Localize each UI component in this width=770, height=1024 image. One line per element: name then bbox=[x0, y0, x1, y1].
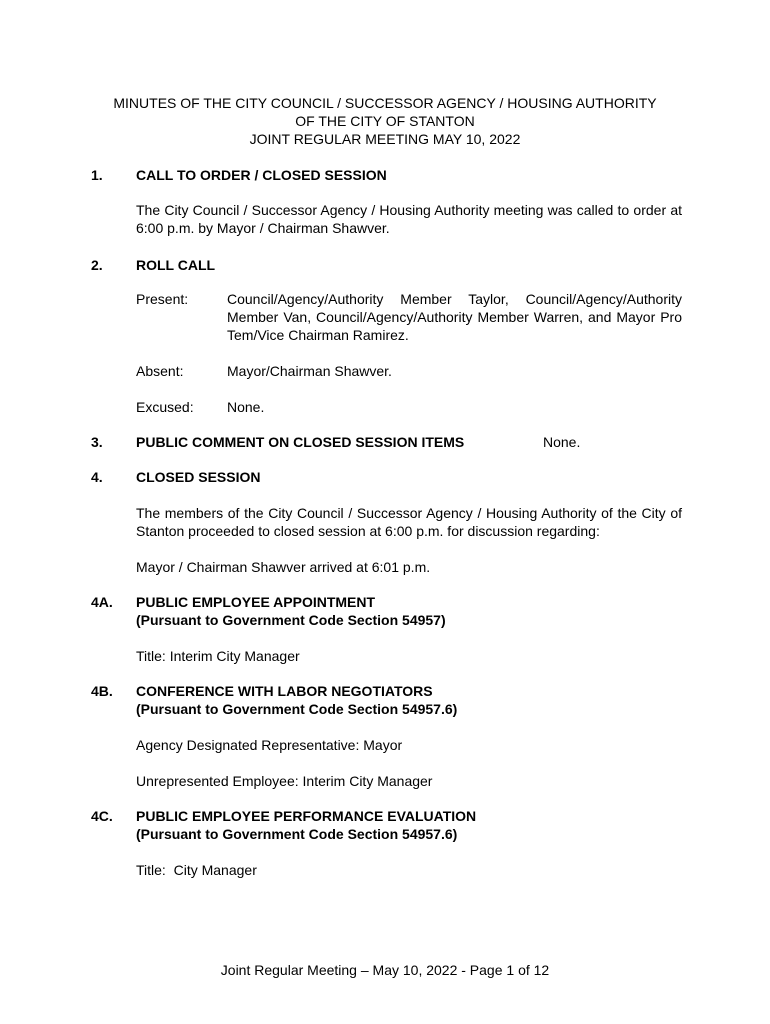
section-4b-detail-1: Agency Designated Representative: Mayor bbox=[136, 737, 403, 753]
section-3-title: PUBLIC COMMENT ON CLOSED SESSION ITEMS bbox=[136, 434, 465, 450]
absent-value: Mayor/Chairman Shawver. bbox=[227, 363, 392, 379]
section-4-number: 4. bbox=[91, 469, 103, 485]
section-4c-detail: Title: City Manager bbox=[136, 862, 257, 878]
present-value: Council/Agency/Authority Member Taylor, Council/Agency/Authority Member Van, Council/Agency/Authority Member Warren, and Mayor Pro Tem/Vice Chairman Ramirez. bbox=[227, 291, 682, 343]
section-4-title: CLOSED SESSION bbox=[136, 469, 261, 485]
document-header bbox=[0, 94, 770, 148]
section-4-text: The members of the City Council / Successor Agency / Housing Authority of the City of Stanton proceeded to closed session at 6:00 p.m. for discussion regarding: bbox=[136, 505, 682, 539]
section-4b-detail-2: Unrepresented Employee: Interim City Manager bbox=[136, 773, 433, 789]
section-1-number: 1. bbox=[91, 167, 103, 183]
section-2-number: 2. bbox=[91, 257, 103, 273]
section-4-arrival: Mayor / Chairman Shawver arrived at 6:01 p.m. bbox=[136, 559, 431, 575]
header-line-2: OF THE CITY OF STANTON bbox=[295, 113, 475, 129]
section-4b-subtitle: (Pursuant to Government Code Section 54957.6) bbox=[136, 701, 458, 717]
section-1-text: The City Council / Successor Agency / Housing Authority meeting was called to order at 6:00 p.m. by Mayor / Chairman Shawver. bbox=[136, 202, 682, 236]
section-4a-number: 4A. bbox=[91, 594, 113, 610]
section-4c-number: 4C. bbox=[91, 808, 113, 824]
section-4b-title: CONFERENCE WITH LABOR NEGOTIATORS bbox=[136, 683, 433, 699]
section-4c-title: PUBLIC EMPLOYEE PERFORMANCE EVALUATION bbox=[136, 808, 477, 824]
header-line-1: MINUTES OF THE CITY COUNCIL / SUCCESSOR AGENCY / HOUSING AUTHORITY bbox=[113, 95, 657, 111]
present-label: Present: bbox=[136, 291, 189, 307]
section-4a-detail: Title: Interim City Manager bbox=[136, 648, 300, 664]
excused-label: Excused: bbox=[136, 399, 194, 415]
section-1-title: CALL TO ORDER / CLOSED SESSION bbox=[136, 167, 387, 183]
section-3-value: None. bbox=[543, 434, 581, 450]
section-4a-title: PUBLIC EMPLOYEE APPOINTMENT bbox=[136, 594, 376, 610]
section-2-title: ROLL CALL bbox=[136, 257, 216, 273]
page-footer: Joint Regular Meeting – May 10, 2022 - Page 1 of 12 bbox=[220, 962, 550, 978]
excused-value: None. bbox=[227, 399, 265, 415]
absent-label: Absent: bbox=[136, 363, 184, 379]
section-4b-number: 4B. bbox=[91, 683, 113, 699]
section-4a-subtitle: (Pursuant to Government Code Section 54957) bbox=[136, 612, 446, 628]
section-3-number: 3. bbox=[91, 434, 103, 450]
header-line-3: JOINT REGULAR MEETING MAY 10, 2022 bbox=[249, 131, 521, 147]
section-4c-subtitle: (Pursuant to Government Code Section 54957.6) bbox=[136, 826, 458, 842]
